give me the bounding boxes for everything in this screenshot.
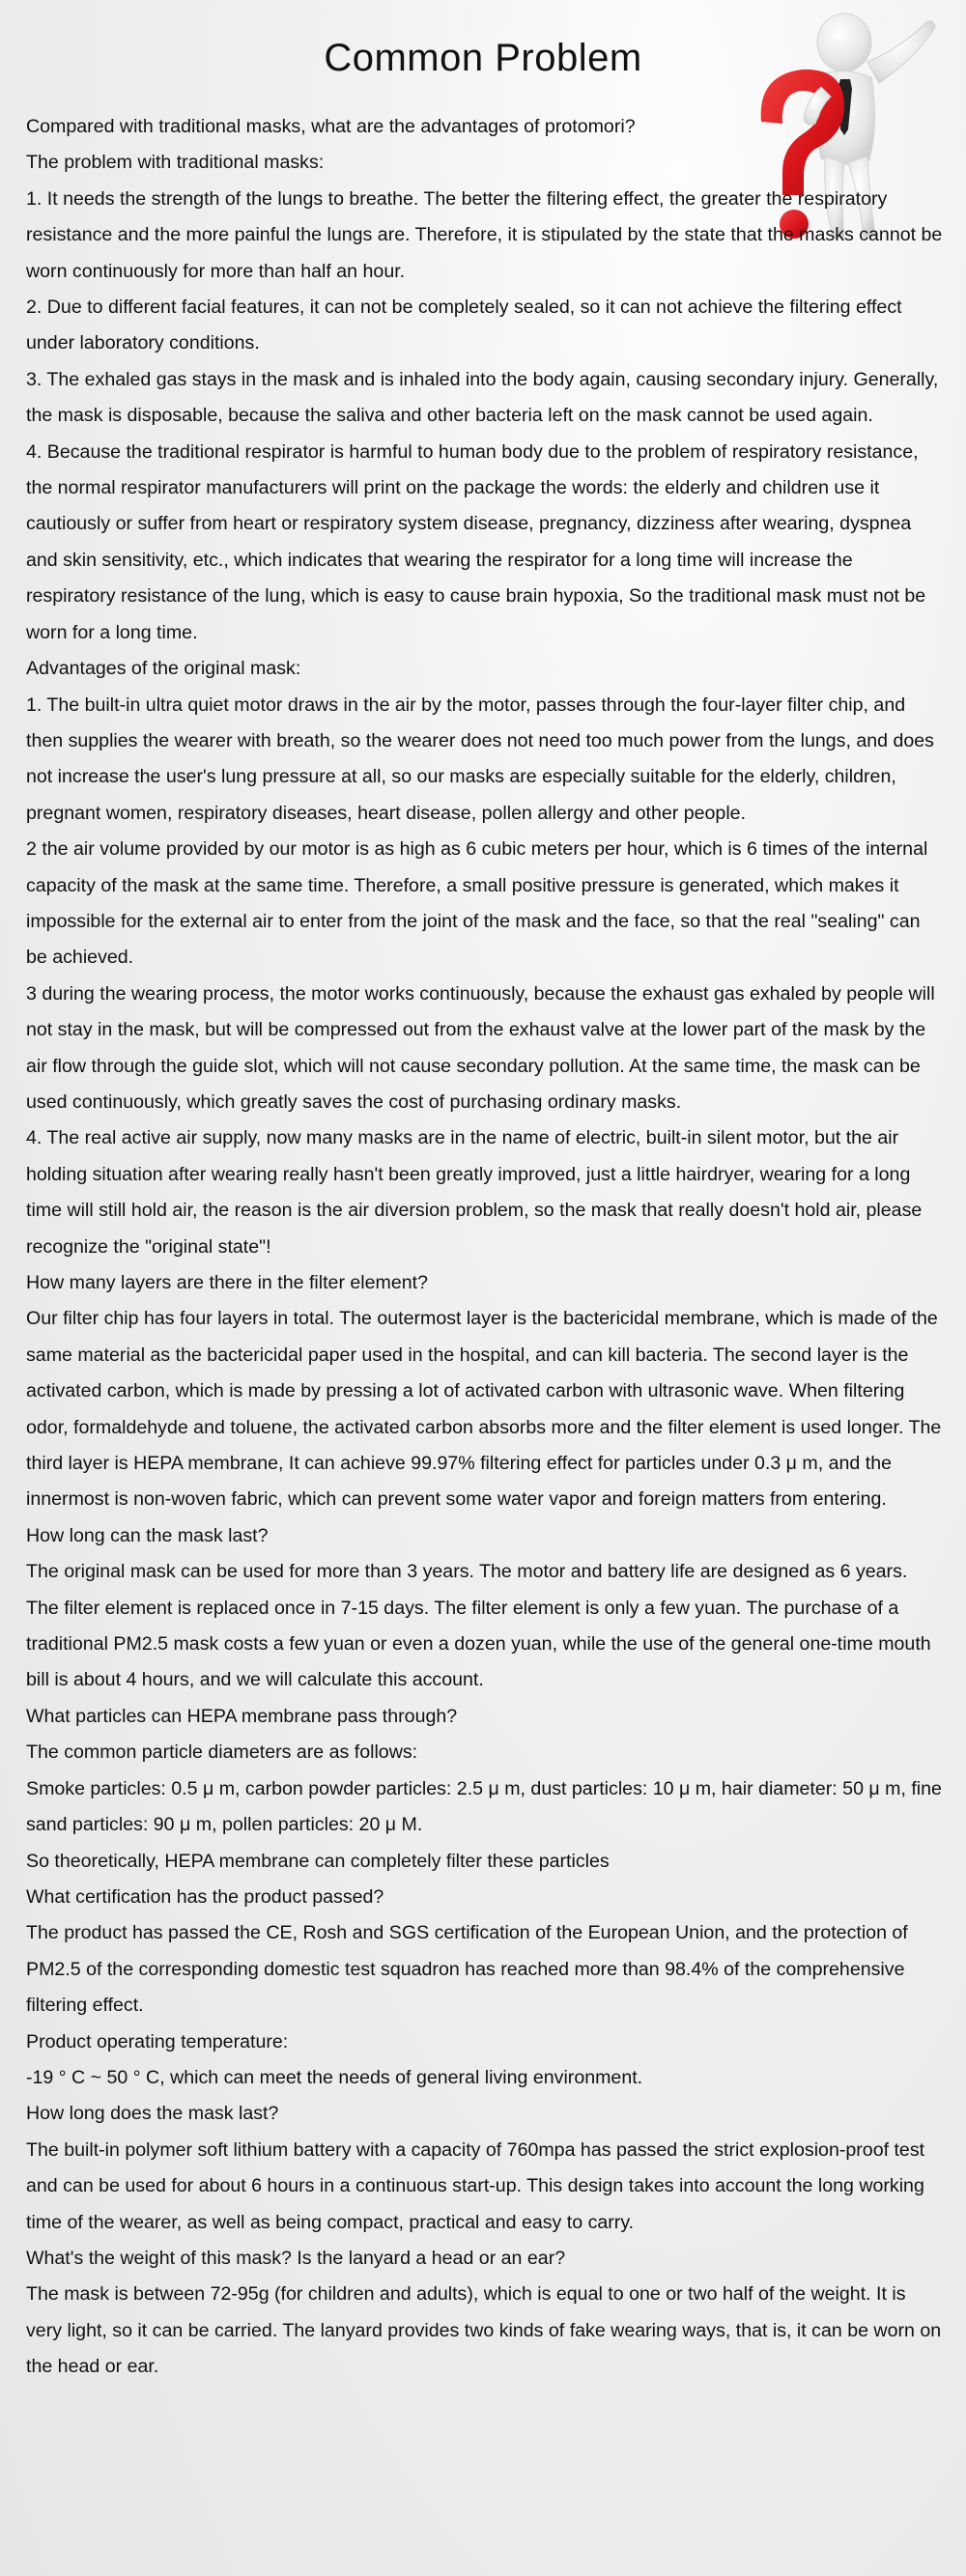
- paragraph: 3. The exhaled gas stays in the mask and is inhaled into the body again, causing secondary injury. Generally, the mask is disposable, because the saliva and other bacteria left on the mask cannot be used again.: [26, 368, 939, 427]
- paragraph: The problem with traditional masks:: [26, 152, 325, 174]
- paragraph: 4. Because the traditional respirator is harmful to human body due to the problem of respiratory resistance, the normal respirator manufacturers will print on the package the words: the elderly and children use it cautiously or suffer from heart or respiratory system disease, pregnancy, dizziness after wearing, dyspnea and skin sensitivity, etc., which indicates that wearing the respirator for a long time will increase the respiratory resistance of the lung, which is easy to cause brain hypoxia, So the traditional mask must not be worn for a long time.: [26, 440, 926, 643]
- paragraph: Our filter chip has four layers in total. The outermost layer is the bactericidal membrane, which is made of the same material as the bactericidal paper used in the hospital, and can kill bacteria. The second layer is the activated carbon, which is made by pressing a lot of activated carbon with ultrasonic wave. When filtering odor, formaldehyde and toluene, the activated carbon absorbs more and the filter element is used longer. The third layer is HEPA membrane, It can achieve 99.97% filtering effect for particles under 0.3 μ m, and the innermost is non-woven fabric, which can prevent some water vapor and foreign matters from entering.: [26, 1308, 942, 1511]
- paragraph: How many layers are there in the filter element?: [26, 1272, 429, 1293]
- paragraph: The product has passed the CE, Rosh and SGS certification of the European Union, and the protection of PM2.5 of the corresponding domestic test squadron has reached more than 98.4% of the comprehensive filtering effect.: [26, 1922, 908, 2017]
- paragraph: Compared with traditional masks, what are the advantages of protomori?: [26, 116, 636, 137]
- paragraph: What certification has the product passed?: [26, 1885, 384, 1908]
- paragraph: The original mask can be used for more than 3 years. The motor and battery life are designed as 6 years. The filter element is replaced once in 7-15 days. The filter element is only a few yuan. The purchase of a traditional PM2.5 mask costs a few yuan or even a dozen yuan, while the use of the general one-time mouth bill is about 4 hours, and we will calculate this account.: [26, 1561, 931, 1691]
- faq-content: [26, 109, 944, 2386]
- paragraph: 1. It needs the strength of the lungs to breathe. The better the filtering effect, the greater the respiratory resistance and the more painful the lungs are. Therefore, it is stipulated by the state that the masks cannot be worn continuously for more than half an hour.: [26, 187, 943, 282]
- paragraph: 1. The built-in ultra quiet motor draws in the air by the motor, passes through the four-layer filter chip, and then supplies the wearer with breath, so the wearer does not need too much power from the lungs, and does not increase the user's lung pressure at all, so our masks are especially suitable for the elderly, children, pregnant women, respiratory diseases, heart disease, pollen allergy and other people.: [26, 694, 934, 824]
- paragraph: The mask is between 72-95g (for children and adults), which is equal to one or two half of the weight. It is very light, so it can be carried. The lanyard provides two kinds of fake wearing ways, that is, it can be worn on the head or ear.: [26, 2283, 942, 2378]
- paragraph: 2 the air volume provided by our motor is as high as 6 cubic meters per hour, which is 6 times of the internal capacity of the mask at the same time. Therefore, a small positive pressure is generated, which makes it impossible for the external air to enter from the joint of the mask and the face, so that the real "sealing" can be achieved.: [26, 838, 928, 969]
- paragraph: So theoretically, HEPA membrane can completely filter these particles: [26, 1850, 610, 1872]
- paragraph: -19 ° C ~ 50 ° C, which can meet the needs of general living environment.: [26, 2066, 643, 2088]
- paragraph: Smoke particles: 0.5 μ m, carbon powder particles: 2.5 μ m, dust particles: 10 μ m, hair diameter: 50 μ m, fine sand particles: 90 μ m, pollen particles: 20 μ M.: [26, 1777, 942, 1836]
- paragraph: The built-in polymer soft lithium battery with a capacity of 760mpa has passed the strict explosion-proof test and can be used for about 6 hours in a continuous start-up. This design takes into account the long working time of the wearer, as well as being compact, practical and easy to carry.: [26, 2138, 925, 2233]
- page-title: Common Problem: [324, 37, 642, 79]
- paragraph: 4. The real active air supply, now many masks are in the name of electric, built-in silent motor, but the air holding situation after wearing really hasn't been greatly improved, just a little hairdryer, wearing for a long time will still hold air, the reason is the air diversion problem, so the mask that really doesn't hold air, please recognize the "original state"!: [26, 1127, 923, 1258]
- paragraph: 2. Due to different facial features, it can not be completely sealed, so it can not achieve the filtering effect under laboratory conditions.: [26, 297, 902, 354]
- paragraph: 3 during the wearing process, the motor works continuously, because the exhaust gas exhaled by people will not stay in the mask, but will be compressed out from the exhaust valve at the lower part of the mask by the air flow through the guide slot, which will not cause secondary pollution. At the same time, the mask can be used continuously, which greatly saves the cost of purchasing ordinary masks.: [26, 982, 935, 1113]
- paragraph: What's the weight of this mask? Is the lanyard a head or an ear?: [26, 2247, 566, 2269]
- paragraph: How long can the mask last?: [26, 1524, 269, 1546]
- paragraph: Product operating temperature:: [26, 2030, 289, 2052]
- paragraph: What particles can HEPA membrane pass through?: [26, 1705, 458, 1727]
- paragraph: How long does the mask last?: [26, 2103, 279, 2125]
- paragraph: The common particle diameters are as follows:: [26, 1741, 418, 1764]
- paragraph: Advantages of the original mask:: [26, 658, 301, 680]
